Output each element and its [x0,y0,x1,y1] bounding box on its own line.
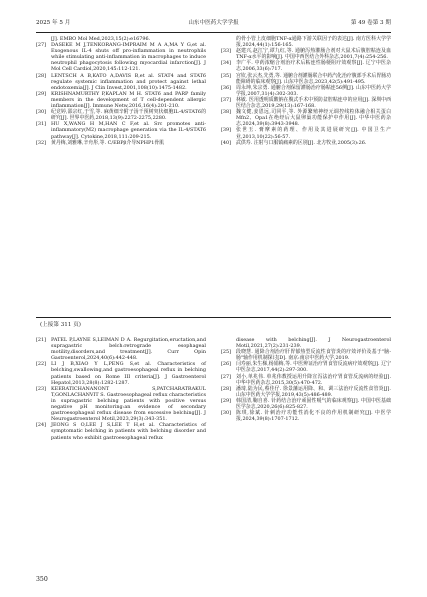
page-number: 350 [36,576,48,583]
reference-text: 段晓慧. 通降合剂治疗肝胃郁热型反流性食管炎的疗效评价及基于"脑-肠"轴作用机制探讨[D]. 南京:南京中医药大学,2019. [236,349,391,362]
reference-text: 赵建兴,赵江宁,谭九红,等. 通腑泻热灌肠合剂对大鼠术后腹腔粘连及血TNF-α水平的影响[J]. 中国中西医结合外科杂志,2001,7(4):254-256. [236,48,391,61]
reference-text: 周永坤,朱宗勇. 通腑合剂保留灌肠治疗肠粘连56例[J]. 山东中医药大学学报,2007,31(4):302-303. [236,84,391,97]
reference-number: [28] [36,72,47,79]
reference-number: [21] [36,337,47,343]
reference-text: 宫钦,张云杰,先勇,等. 通腑合剂灌肠联合中药汽化治疗腹部手术后胃肠功能障碍的临床观察[J]. 山东中医杂志,2023,42(5):491-495. [236,72,391,85]
reference-number: [36] [221,84,232,91]
reference-entry [221,410,391,422]
reference-text: 张世玉. 膏摩素的药理、作用及其进展研究[J]. 中国卫生产业,2013,10(22):56-57. [236,127,391,140]
reference-entry [221,398,391,410]
reference-number: [31] [36,121,47,128]
reference-entry [221,109,391,127]
article-separator-rule [36,317,391,318]
reference-number: [26] [221,361,232,368]
reference-number: [27] [36,42,47,49]
reference-entry [36,361,206,385]
reference-number: [25] [221,349,232,356]
reference-text: 武供寿. 注射与口服镇痛素的区别[J]. 北方牧业,2005(3):26. [236,139,367,146]
reference-number: [24] [36,422,47,429]
reference-number: [27] [221,373,232,380]
reference-entry [36,91,206,109]
reference-text: 闫寿丽,朱生梯,杨娟梅,等. 中医辨证治疗胃食管反流病疗效观察[J]. 辽宁中医杂志,2017,44(2):297-300. [236,361,391,374]
reference-number: [33] [221,48,232,55]
reference-entry [221,349,391,361]
reference-column-top-right [221,36,391,146]
reference-entry [36,386,206,423]
reference-text: HU X,WANG H M,HAN C F,et al. Src promotes anti-inflammatory(M2) macrophage generation via the IL-4/STAT6 pathway[J]. Cytokine,2018,111:209-215. [51,121,206,140]
reference-column-top-left [36,36,206,146]
reference-text: 陈琪,徐斌. 针刺治疗功能性消化不良的作用机制研究[J]. 中医学报,2024,39(8):1707-1712. [236,410,391,423]
reference-text: KEERATICHANANONT S,PATCHARATRAKUL T,GONLACHANVIT S. Gastroesophageal reflux characteristics in supragastric belching patients with positive versus negative pH monitoring:an evidence of secondary gastroesophageal reflux disease from excessive belching[J]. J Neurogastroenterol Motil,2023,29(3):343-351. [51,385,206,423]
header-rule [36,32,391,33]
continued-from-label: (上接第 311 页) [40,322,81,328]
reference-text: 纪竞婷,邵宗红,于雪,等. 麻黄细辛附子汤干预树突状细胞IL-4/STAT6的研究[J]. 世界中医药,2018,13(9):2272-2275,2280. [51,109,206,122]
reference-number: [23] [36,385,47,392]
reference-number: [29] [221,397,232,404]
header-date: 2025 年 5 月 [36,20,71,26]
reference-text: 刘小,单兆伟. 单兆伟教授运用升降宣泻法治疗胃食管反流病的经验[J]. 中华中医药杂志,2015,30(5):470-472. [236,373,391,386]
reference-number: [35] [221,72,232,79]
reference-column-bottom-left [36,337,206,441]
reference-text: JEONG S O,LEE J S,LEE T H,et al. Characteristics of symptomatic belching in patients with belching disorder and patients who exhibit gastroesophageal reflux [51,422,206,441]
reference-entry [221,361,391,373]
reference-text: LI J B,XIAO Y L,PENG S,et al. Characteristics of belching,swallowing,and gastroesophageal reflux in belching patients based on Rome III criteria[J]. J Gastroenterol Hepatol,2013,28(8):1282-1287. [51,361,206,386]
reference-number: [30] [221,410,232,417]
reference-text: KRISHNAMURTHY P,KAPLAN M H. STAT6 and PARP family members in the development of T cell-dependent allergic inflammation[J]. Immune Netw,2016,16(4):201-210. [51,90,206,110]
reference-number: [22] [36,361,47,368]
reference-number: [29] [36,90,47,97]
header-volume-issue: 第 49 卷第 3 期 [350,20,391,26]
reference-entry [36,422,206,440]
reference-entry [221,386,391,398]
reference-entry [36,109,206,121]
reference-text: 的骨小管上皮细胞TNF-α通路下游关联因子的表达[J]. 南方医科大学学报,2024,44(1):156-165. [236,36,391,49]
reference-text: 韩国清,鞠自喜. 针药结合治疗顽固性嗳气的临床观察[J]. 中国中医基础医学杂志,2020,26(6):825-827. [236,397,391,411]
reference-entry [36,73,206,91]
reference-text: disease with belching[J]. J Neurogastroenterol Motil,2021,27(2):231-239. [236,337,391,350]
reference-text: DASEKE M J,TENKORANG-IMPRAIM M A A,MA Y G,et al. Exogenous IL-4 shuts off pro-inflammation in neutrophils while stimulating anti-inflammation in macrophages to induce neutrophil phagocytosis following myocardial infarction[J]. J Mol Cell Cardiol,2020,145:112-121. [51,42,206,73]
reference-number: [28] [221,385,232,392]
reference-text: 潘琦,陆为民,蔡佳仔. 徐景藩运用降、和、调三法治疗反流性食管炎[J]. 山东中医药大学学报,2019,43(5):486-489. [236,385,391,398]
reference-text: LENTSCH A B,KATO A,DAVIS B,et al. STAT4 and STAT6 regulate systemic inflammation and protect against lethal endotoxemia[J]. J Clin Invest,2001,108(10):1475-1482. [51,72,206,91]
reference-entry [221,374,391,386]
reference-entry [221,127,391,139]
reference-number: [30] [36,109,47,116]
reference-text: 黄丹梅,刘雅琳,辛舟彤,等. C/EBPβ介导NPHP1骨肌 [51,139,165,146]
reference-text: 林敏. 医用透明质酸钠在腹式手术中预防盆腔粘连中的应用[J]. 深圳中西医结合杂志,2019,29(13):167-168. [236,96,391,110]
reference-entry [221,48,391,60]
reference-text: 李广平. 中药浓缩合剂治疗术后粘连性肠梗阻疗效观察[J]. 辽宁中医杂志,2006,33(6):717. [236,60,391,73]
header-journal-title: 山东中医药大学学报 [188,20,239,26]
reference-entry [36,337,206,361]
reference-entry [36,42,206,72]
reference-entry [221,140,391,146]
reference-number: [39] [221,127,232,134]
reference-entry [36,121,206,139]
reference-number: [40] [221,139,232,146]
reference-text: [J]. EMBO Mol Med,2023,15(2):e16796. [51,36,151,42]
reference-entry [36,140,206,146]
reference-entry [221,97,391,109]
reference-entry [221,36,391,48]
reference-entry [221,337,391,349]
reference-number: [37] [221,96,232,103]
reference-text: 魏文健,姜恩远,司同平,等. 外源繁殖神经元调控线粒体融合相关蛋白Mfn2、Opa1在绝经后大鼠卵巢功能保护中作用[J]. 中华中医药杂志,2024,39(8):3943-3948. [236,109,391,128]
reference-entry [221,60,391,72]
reference-entry [221,85,391,97]
reference-text: PATEL P,LAYNE S,LEIMAN D A. Regurgitation,eructation,and supragastric belch:retrograde esophageal motility,disorders,and treatment[J]. Curr Opin Gastroenterol,2024,40(6):442-448. [51,337,206,362]
reference-number: [38] [221,109,232,116]
reference-column-bottom-right [221,337,391,422]
reference-number: [34] [221,60,232,67]
reference-number: [32] [36,139,47,146]
reference-entry [221,73,391,85]
running-header [36,20,391,32]
